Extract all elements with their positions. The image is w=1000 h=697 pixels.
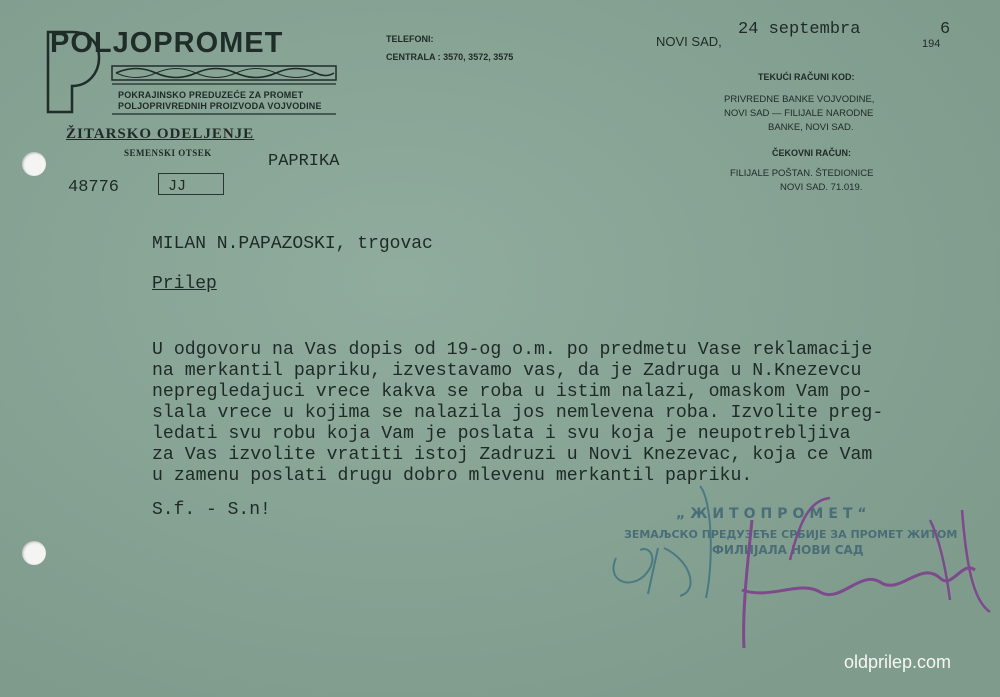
current-accounts-line2: NOVI SAD — FILIJALE NARODNE [724, 108, 874, 119]
department-title: ŽITARSKO ODELJENJE [66, 126, 255, 142]
date-day-month: 24 septembra [738, 20, 861, 39]
body-line-3: nepregledajuci vrece kakva se roba u istim nalazi, omaskom Vam po- [152, 382, 873, 402]
telephone-numbers: CENTRALA : 3570, 3572, 3575 [386, 52, 514, 62]
section-note: PAPRIKA [268, 152, 340, 171]
reference-initials: JJ [168, 178, 187, 195]
body-line-2: na merkantil papriku, izvestavamo vas, da je Zadruga u N.Knezevcu [152, 361, 862, 381]
telephone-label: TELEFONI: [386, 34, 434, 44]
watermark: oldprilep.com [844, 652, 952, 672]
stamp-line3: ФИЛИЈАЛА НОВИ САД [712, 543, 864, 557]
recipient-city: Prilep [152, 274, 217, 294]
body-line-6: za Vas izvolite vratiti istoj Zadruzi u Novi Knezevac, koja ce Vam [152, 445, 873, 465]
recipient-name: MILAN N.PAPAZOSKI, trgovac [152, 234, 433, 254]
stamp-line2: ЗЕМАЉСКО ПРЕДУЗЕЋЕ СРБИЈЕ ЗА ПРОМЕТ ЖИТОМ [624, 528, 958, 541]
date-place: NOVI SAD, [656, 34, 722, 49]
body-line-4: slala vrece u kojima se nalazila jos nemlevena roba. Izvolite preg- [152, 403, 884, 423]
body-line-5: ledati svu robu koja Vam je poslata i svu koja je neupotrebljiva [152, 424, 851, 444]
current-accounts-line1: PRIVREDNE BANKE VOJVODINE, [724, 94, 875, 105]
body-line-7: u zamenu poslati drugu dobro mlevenu merkantil papriku. [152, 466, 753, 486]
date-year-prefix: 194 [922, 38, 941, 50]
check-account-heading: ČEKOVNI RAČUN: [772, 148, 852, 158]
current-accounts-line3: BANKE, NOVI SAD. [768, 122, 854, 133]
section-label: SEMENSKI OTSEK [124, 148, 212, 158]
company-subtitle-line2: POLJOPRIVREDNIH PROIZVODA VOJVODINE [118, 101, 322, 111]
company-name: POLJOPROMET [50, 27, 284, 59]
company-subtitle-line1: POKRAJINSKO PREDUZEĆE ZA PROMET [118, 90, 304, 100]
date-year-digit: 6 [940, 20, 951, 39]
closing-salutation: S.f. - S.n! [152, 500, 271, 520]
body-line-1: U odgovoru na Vas dopis od 19-og o.m. po predmetu Vase reklamacije [152, 340, 873, 360]
reference-number: 48776 [68, 178, 120, 197]
current-accounts-heading: TEKUĆI RAČUNI KOD: [758, 72, 855, 82]
check-account-line1: FILIJALE POŠTAN. ŠTEDIONICE [730, 168, 874, 179]
check-account-line2: NOVI SAD. 71.019. [780, 182, 863, 193]
stamp-line1: „ЖИТОПРОМЕТ“ [676, 506, 872, 522]
